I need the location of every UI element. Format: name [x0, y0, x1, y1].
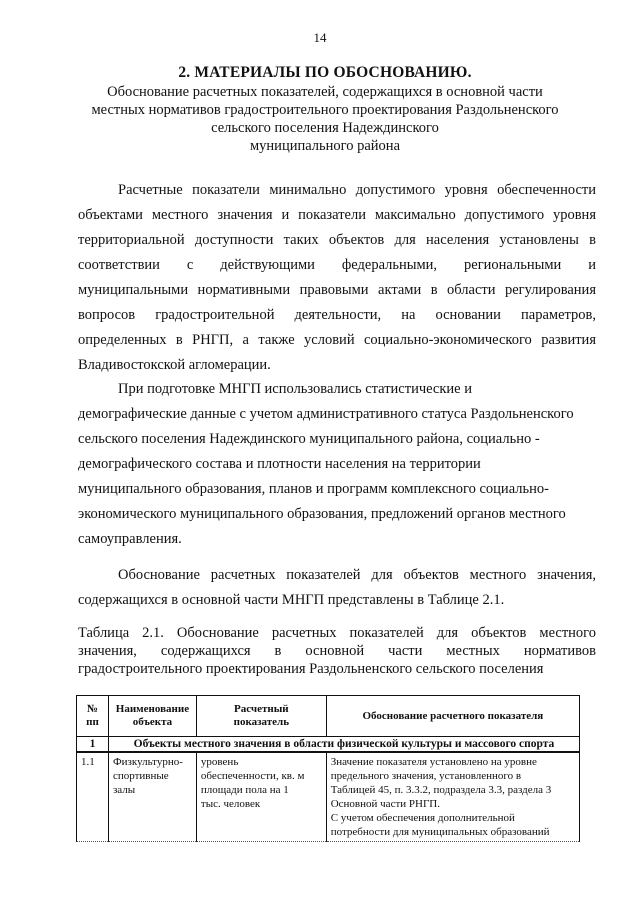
section-title: 2. МАТЕРИАЛЫ ПО ОБОСНОВАНИЮ.: [178, 64, 472, 81]
section-title-cell: Объекты местного значения в области физической культуры и массового спорта: [108, 737, 579, 753]
text-line: демографические данные с учетом административного статуса Раздольненского: [78, 406, 574, 422]
text-line: сельского поселения Надеждинского муниципального района, социально -: [78, 431, 540, 447]
paragraph-2: [78, 377, 596, 552]
text-line: демографического состава и плотности населения на территории: [78, 456, 481, 472]
col-header-object: Наименование объекта: [108, 696, 196, 737]
text-line: муниципальными нормативными правовыми актами в области регулирования: [78, 282, 596, 298]
table-section-row: [77, 737, 580, 753]
text-line: При подготовке МНГП использовались статистические и: [118, 381, 472, 397]
section-subtitle: [60, 83, 590, 155]
col-header-number: № пп: [77, 696, 109, 737]
caption-line: градостроительного проектирования Раздольненского сельского поселения: [78, 661, 544, 677]
col-header-justification: Обоснование расчетного показателя: [326, 696, 579, 737]
text-line: объектами местного значения и показатели максимально допустимого уровня: [78, 207, 596, 223]
subtitle-line: Обоснование расчетных показателей, содержащихся в основной части: [107, 84, 543, 100]
row-justification: Значение показателя установлено на уровне предельного значения, установленного в Таблицей 45, п. 3.3.2, подраздела 3.3, раздела 3 Основной части РНГП. С учетом обеспечения дополнительной потребности для муниципальных образований: [326, 752, 579, 842]
text-line: территориальной доступности таких объектов для населения установлены в: [78, 232, 596, 248]
row-indicator: уровень обеспеченности, кв. м площади пола на 1 тыс. человек: [196, 752, 326, 842]
subtitle-line: муниципального района: [250, 138, 400, 154]
section-number: 1: [77, 737, 109, 753]
table-caption: [78, 624, 596, 678]
row-object-name: Физкультурно- спортивные залы: [108, 752, 196, 842]
text-line: Владивостокской агломерации.: [78, 357, 271, 373]
subtitle-line: сельского поселения Надеждинского: [211, 120, 439, 136]
caption-line: значения, содержащихся в основной части местных нормативов: [78, 643, 596, 659]
caption-line: Таблица 2.1. Обоснование расчетных показателей для объектов местного: [78, 625, 596, 641]
text-line: соответствии с действующими федеральными, региональными и: [78, 257, 596, 273]
row-number: 1.1: [77, 752, 109, 842]
subtitle-line: местных нормативов градостроительного проектирования Раздольненского: [91, 102, 559, 118]
table-row: [77, 752, 580, 842]
text-line: вопросов градостроительной деятельности, на основании параметров,: [78, 307, 596, 323]
page-number: 14: [313, 30, 327, 45]
paragraph-1: [78, 178, 596, 378]
text-line: самоуправления.: [78, 531, 182, 547]
text-line: Расчетные показатели минимально допустимого уровня обеспеченности: [118, 182, 596, 198]
table-header-row: [77, 696, 580, 737]
text-line: Обоснование расчетных показателей для объектов местного значения,: [118, 567, 596, 583]
text-line: экономического муниципального образования, предложений органов местного: [78, 506, 566, 522]
justification-table: [76, 695, 580, 842]
col-header-indicator: Расчетный показатель: [196, 696, 326, 737]
section-heading: [60, 63, 590, 155]
paragraph-3: [78, 563, 596, 613]
text-line: определенных в РНГП, а также условий социально-экономического развития: [78, 332, 596, 348]
text-line: содержащихся в основной части МНГП представлены в Таблице 2.1.: [78, 592, 505, 608]
text-line: муниципального образования, планов и программ комплексного социально-: [78, 481, 549, 497]
